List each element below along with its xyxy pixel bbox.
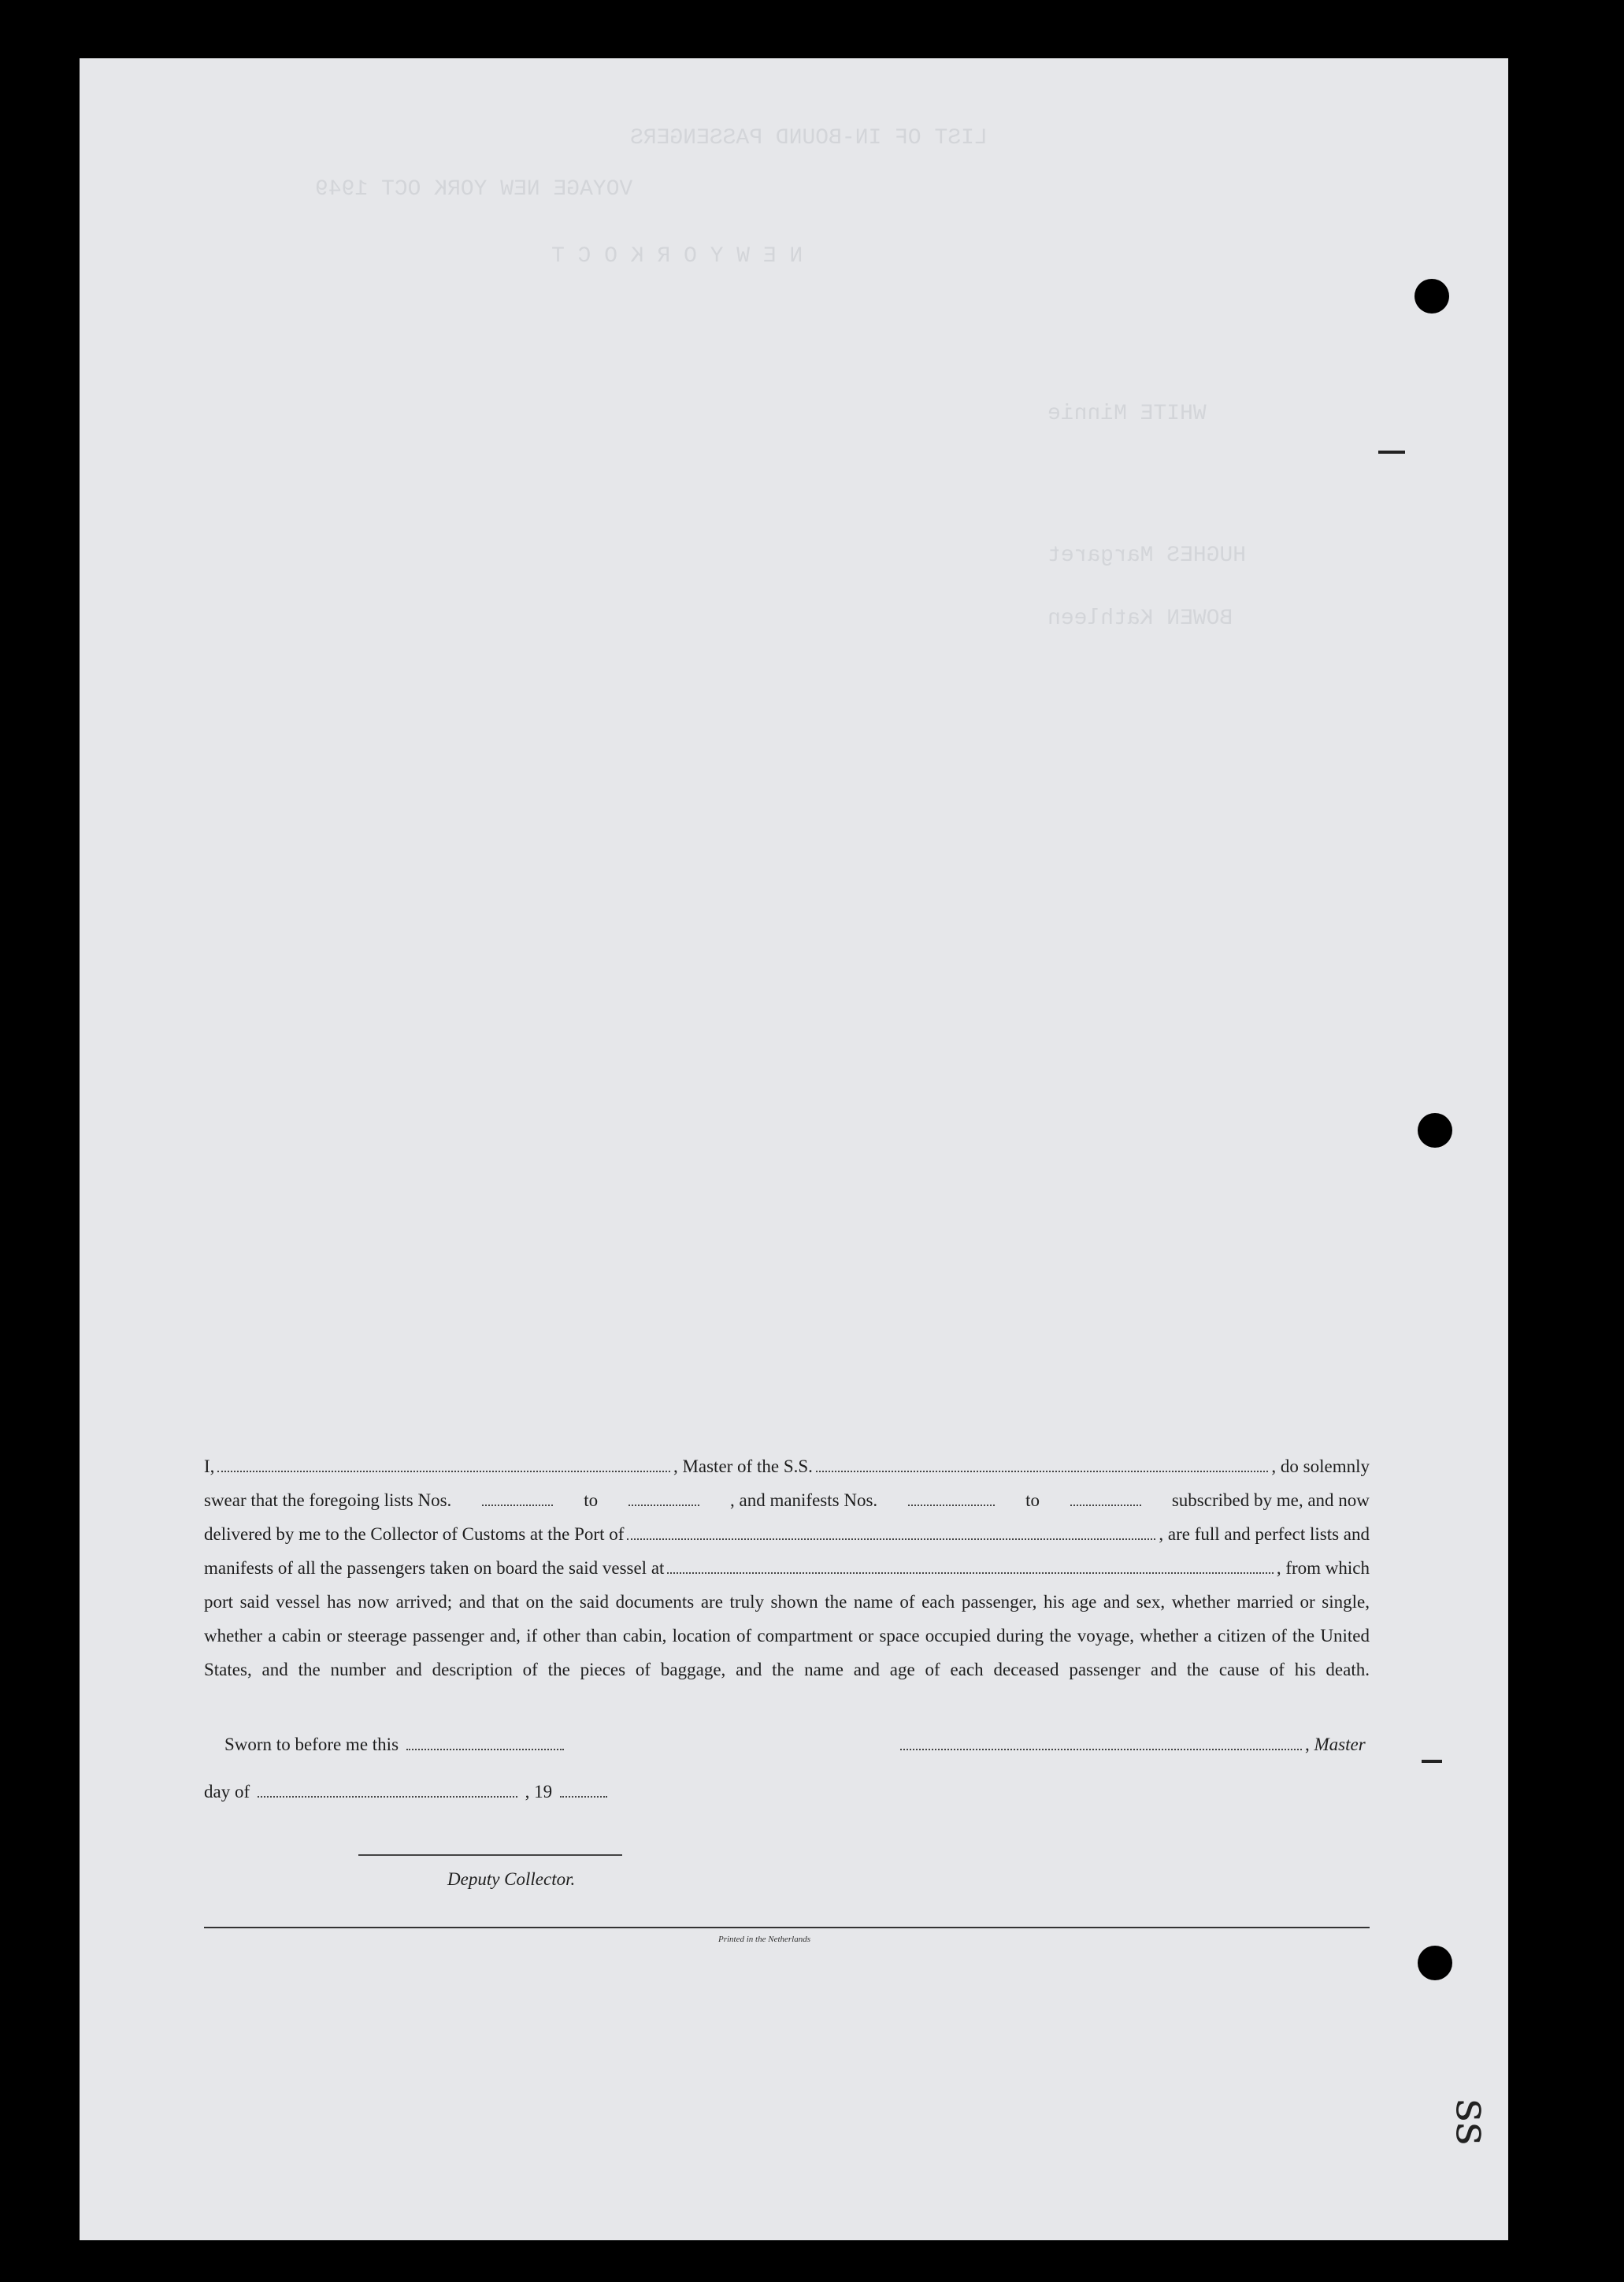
manifest-sheet bbox=[80, 58, 1508, 2240]
bleed-through-line: BOWEN Kathleen bbox=[1047, 607, 1233, 631]
bleed-through-line: LIST OF IN-BOUND PASSENGERS bbox=[630, 126, 988, 150]
footer-rule bbox=[204, 1927, 1370, 1928]
deputy-signature-line[interactable] bbox=[358, 1854, 622, 1856]
sworn-date-field[interactable] bbox=[406, 1748, 564, 1750]
oath-line-1 bbox=[204, 1449, 1370, 1483]
deputy-collector-label: Deputy Collector. bbox=[447, 1869, 576, 1889]
punch-hole bbox=[1415, 279, 1449, 314]
master-signature-field[interactable] bbox=[900, 1748, 1302, 1750]
bleed-through-line: VOYAGE NEW YORK OCT 1949 bbox=[315, 177, 633, 202]
oath-text: I, bbox=[204, 1456, 215, 1476]
oath-text: , from which bbox=[1276, 1558, 1370, 1578]
edge-mark bbox=[1422, 1760, 1442, 1763]
bleed-through-line: WHITE Minnie bbox=[1047, 402, 1207, 426]
oath-text: to bbox=[584, 1490, 599, 1510]
manifest-to-field[interactable] bbox=[1070, 1504, 1141, 1506]
list-from-field[interactable] bbox=[482, 1504, 553, 1506]
oath-body: port said vessel has now arrived; and that on the said documents are truly shown the name of each passenger, his age and sex, whether married or single, whether a cabin or steerage passenger and, if other than cabin, location of compartment or space occupied during the voyage, whether a citizen of the United States, and the number and description of the pieces of baggage, and the name and age of each deceased passenger and the cause of his death. bbox=[204, 1592, 1370, 1679]
oath-line-2 bbox=[204, 1483, 1370, 1517]
manifest-from-field[interactable] bbox=[908, 1504, 995, 1506]
list-to-field[interactable] bbox=[628, 1504, 699, 1506]
punch-hole bbox=[1418, 1946, 1452, 1980]
oath-text: subscribed by me, and now bbox=[1171, 1490, 1370, 1510]
oath-line-3 bbox=[204, 1517, 1370, 1551]
oath-text: , and manifests Nos. bbox=[729, 1490, 878, 1510]
boarding-port-field[interactable] bbox=[667, 1571, 1273, 1574]
day-month-field[interactable] bbox=[258, 1795, 517, 1798]
handwritten-annotation: ss bbox=[1445, 2098, 1500, 2146]
oath-text: swear that the foregoing lists Nos. bbox=[204, 1490, 452, 1510]
master-label: , Master bbox=[1305, 1735, 1366, 1754]
oath-text: manifests of all the passengers taken on board the said vessel at bbox=[204, 1558, 665, 1578]
oath-line-4 bbox=[204, 1551, 1370, 1585]
master-name-field[interactable] bbox=[217, 1470, 670, 1472]
sworn-label: Sworn to before me this bbox=[224, 1735, 399, 1754]
day-label: day of bbox=[204, 1782, 250, 1801]
oath-text: , are full and perfect lists and bbox=[1159, 1524, 1370, 1544]
bleed-through-line: N E W Y O R K O C T bbox=[551, 244, 803, 269]
edge-mark bbox=[1378, 451, 1405, 454]
oath-text: , do solemnly bbox=[1271, 1456, 1370, 1476]
oath-statement bbox=[204, 1449, 1370, 1686]
ship-name-field[interactable] bbox=[816, 1470, 1269, 1472]
bleed-through-line: HUGHES Margaret bbox=[1047, 544, 1247, 568]
oath-text: to bbox=[1025, 1490, 1040, 1510]
oath-text: , Master of the S.S. bbox=[673, 1456, 813, 1476]
oath-text: delivered by me to the Collector of Customs at the Port of bbox=[204, 1524, 625, 1544]
port-field[interactable] bbox=[627, 1538, 1155, 1540]
year-field[interactable] bbox=[560, 1795, 607, 1798]
punch-hole bbox=[1418, 1113, 1452, 1148]
printer-note: Printed in the Netherlands bbox=[718, 1935, 811, 1944]
year-label: , 19 bbox=[525, 1782, 553, 1801]
